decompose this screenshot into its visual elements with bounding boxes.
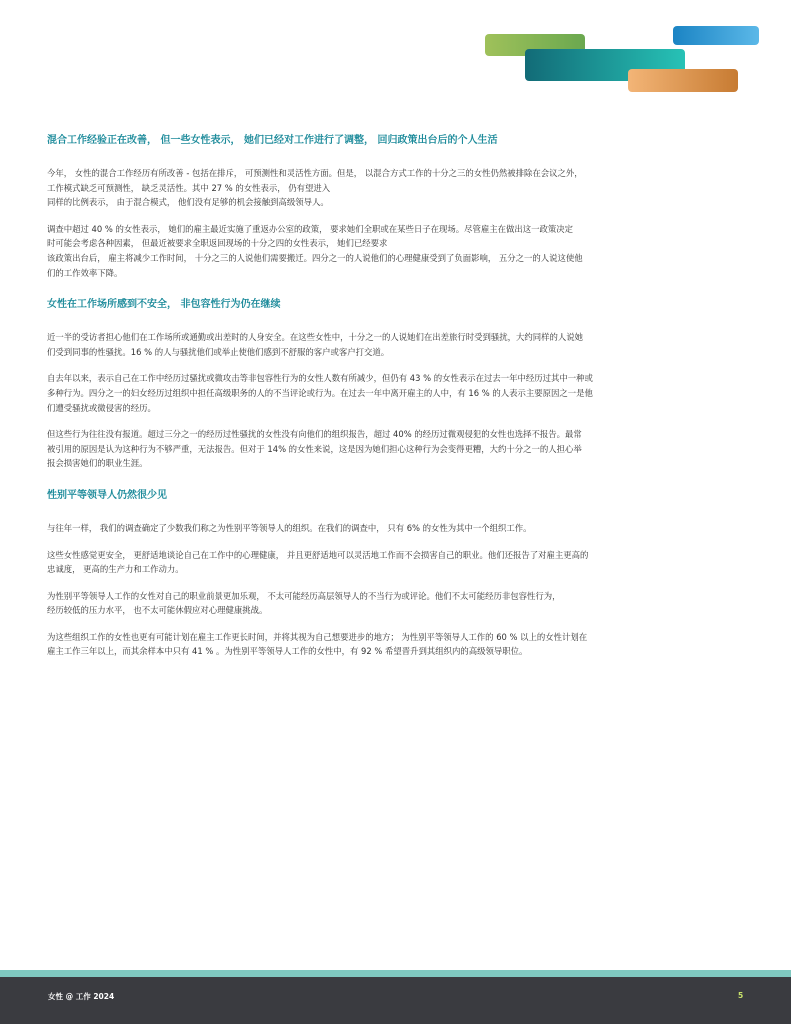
section-heading-equality-leaders: 性别平等领导人仍然很少见: [47, 489, 167, 501]
paragraph-hybrid-2: 调查中超过 40 % 的女性表示， 她们的雇主最近实施了重返办公室的政策， 要求她们全职或在某些日子在现场。尽管雇主在做出这一政策决定 时可能会考虑各种因素， 但最近被要求全职返回现场的十分之四的女性表示， 她们已经要求 该政策出台后， 雇主将减少工作时间， 十分之三的人说他们需要搬迁。四分之一的人说他们的心理健康受到了负面影响， 五分之一的人说这使他 们的工作效率下降。: [47, 223, 583, 278]
page-number: 5: [738, 991, 744, 1000]
paragraph-safety-3: 但这些行为往往没有报道。超过三分之一的经历过性骚扰的女性没有向他们的组织报告，超过 40% 的经历过微观侵犯的女性也选择不报告。最常 被引用的原因是认为这种行为不够严重，无法报告。但对于 14% 的女性来说，这是因为她们担心这种行为会变得更糟，大约十分之一的人担心举 报会损害她们的职业生涯。: [47, 429, 582, 469]
paragraph-equality-2: 这些女性感觉更安全， 更舒适地谈论自己在工作中的心理健康， 并且更舒适地可以灵活地工作而不会损害自己的职业。他们还报告了对雇主更高的 忠诚度， 更高的生产力和工作动力。: [47, 549, 589, 575]
footer-accent-stripe: [0, 970, 791, 977]
paragraph-hybrid-1: 今年， 女性的混合工作经历有所改善 - 包括在排斥， 可预测性和灵活性方面。但是， 以混合方式工作的十分之三的女性仍然被排除在会议之外， 工作模式缺乏可预测性， 缺乏灵活性。其中 27 % 的女性表示， 仍有望进入 同样的比例表示， 由于混合模式， 他们没有足够的机会接触到高级领导人。: [47, 168, 583, 208]
page-footer: [0, 977, 791, 1024]
paragraph-equality-1: 与往年一样， 我们的调查确定了少数我们称之为性别平等领导人的组织。在我们的调查中， 只有 6% 的女性为其中一个组织工作。: [47, 522, 532, 533]
paragraph-safety-2: 自去年以来，表示自己在工作中经历过骚扰或微攻击等非包容性行为的女性人数有所减少，但仍有 43 % 的女性表示在过去一年中经历过其中一种或 多种行为。四分之一的妇女经历过组织中担任高级职务的人的不当评论或行为。在过去一年中离开雇主的人中，有 16 % 的人表示主要原因之一是他 们遭受骚扰或微侵害的经历。: [47, 373, 593, 413]
paragraph-equality-4: 为这些组织工作的女性也更有可能计划在雇主工作更长时间，并将其视为自己想要进步的地方； 为性别平等领导人工作的 60 % 以上的女性计划在 雇主工作三年以上，而其余样本中只有 41 % 。为性别平等领导人工作的女性中，有 92 % 希望晋升到其组织内的高级领导职位。: [47, 631, 588, 657]
paragraph-safety-1: 近一半的受访者担心他们在工作场所或通勤或出差时的人身安全。在这些女性中，十分之一的人说她们在出差旅行时受到骚扰，大约同样的人说她 们受到同事的性骚扰。16 % 的人与骚扰他们或举止使他们感到不舒服的客户或客户打交道。: [47, 332, 583, 357]
header-decoration-orange-bar: [628, 69, 738, 92]
section-heading-hybrid-work: 混合工作经验正在改善， 但一些女性表示， 她们已经对工作进行了调整， 回归政策出台后的个人生活: [47, 135, 498, 146]
document-body: [47, 134, 683, 659]
footer-report-title: 女性 @ 工作 2024: [48, 992, 115, 1001]
paragraph-equality-3: 为性别平等领导人工作的女性对自己的职业前景更加乐观， 不太可能经历高层领导人的不当行为或评论。他们不太可能经历非包容性行为， 经历较低的压力水平， 也不太可能休假应对心理健康挑战。: [47, 590, 561, 616]
header-decoration-blue-bar: [673, 26, 759, 45]
section-heading-safety: 女性在工作场所感到不安全， 非包容性行为仍在继续: [47, 299, 281, 311]
